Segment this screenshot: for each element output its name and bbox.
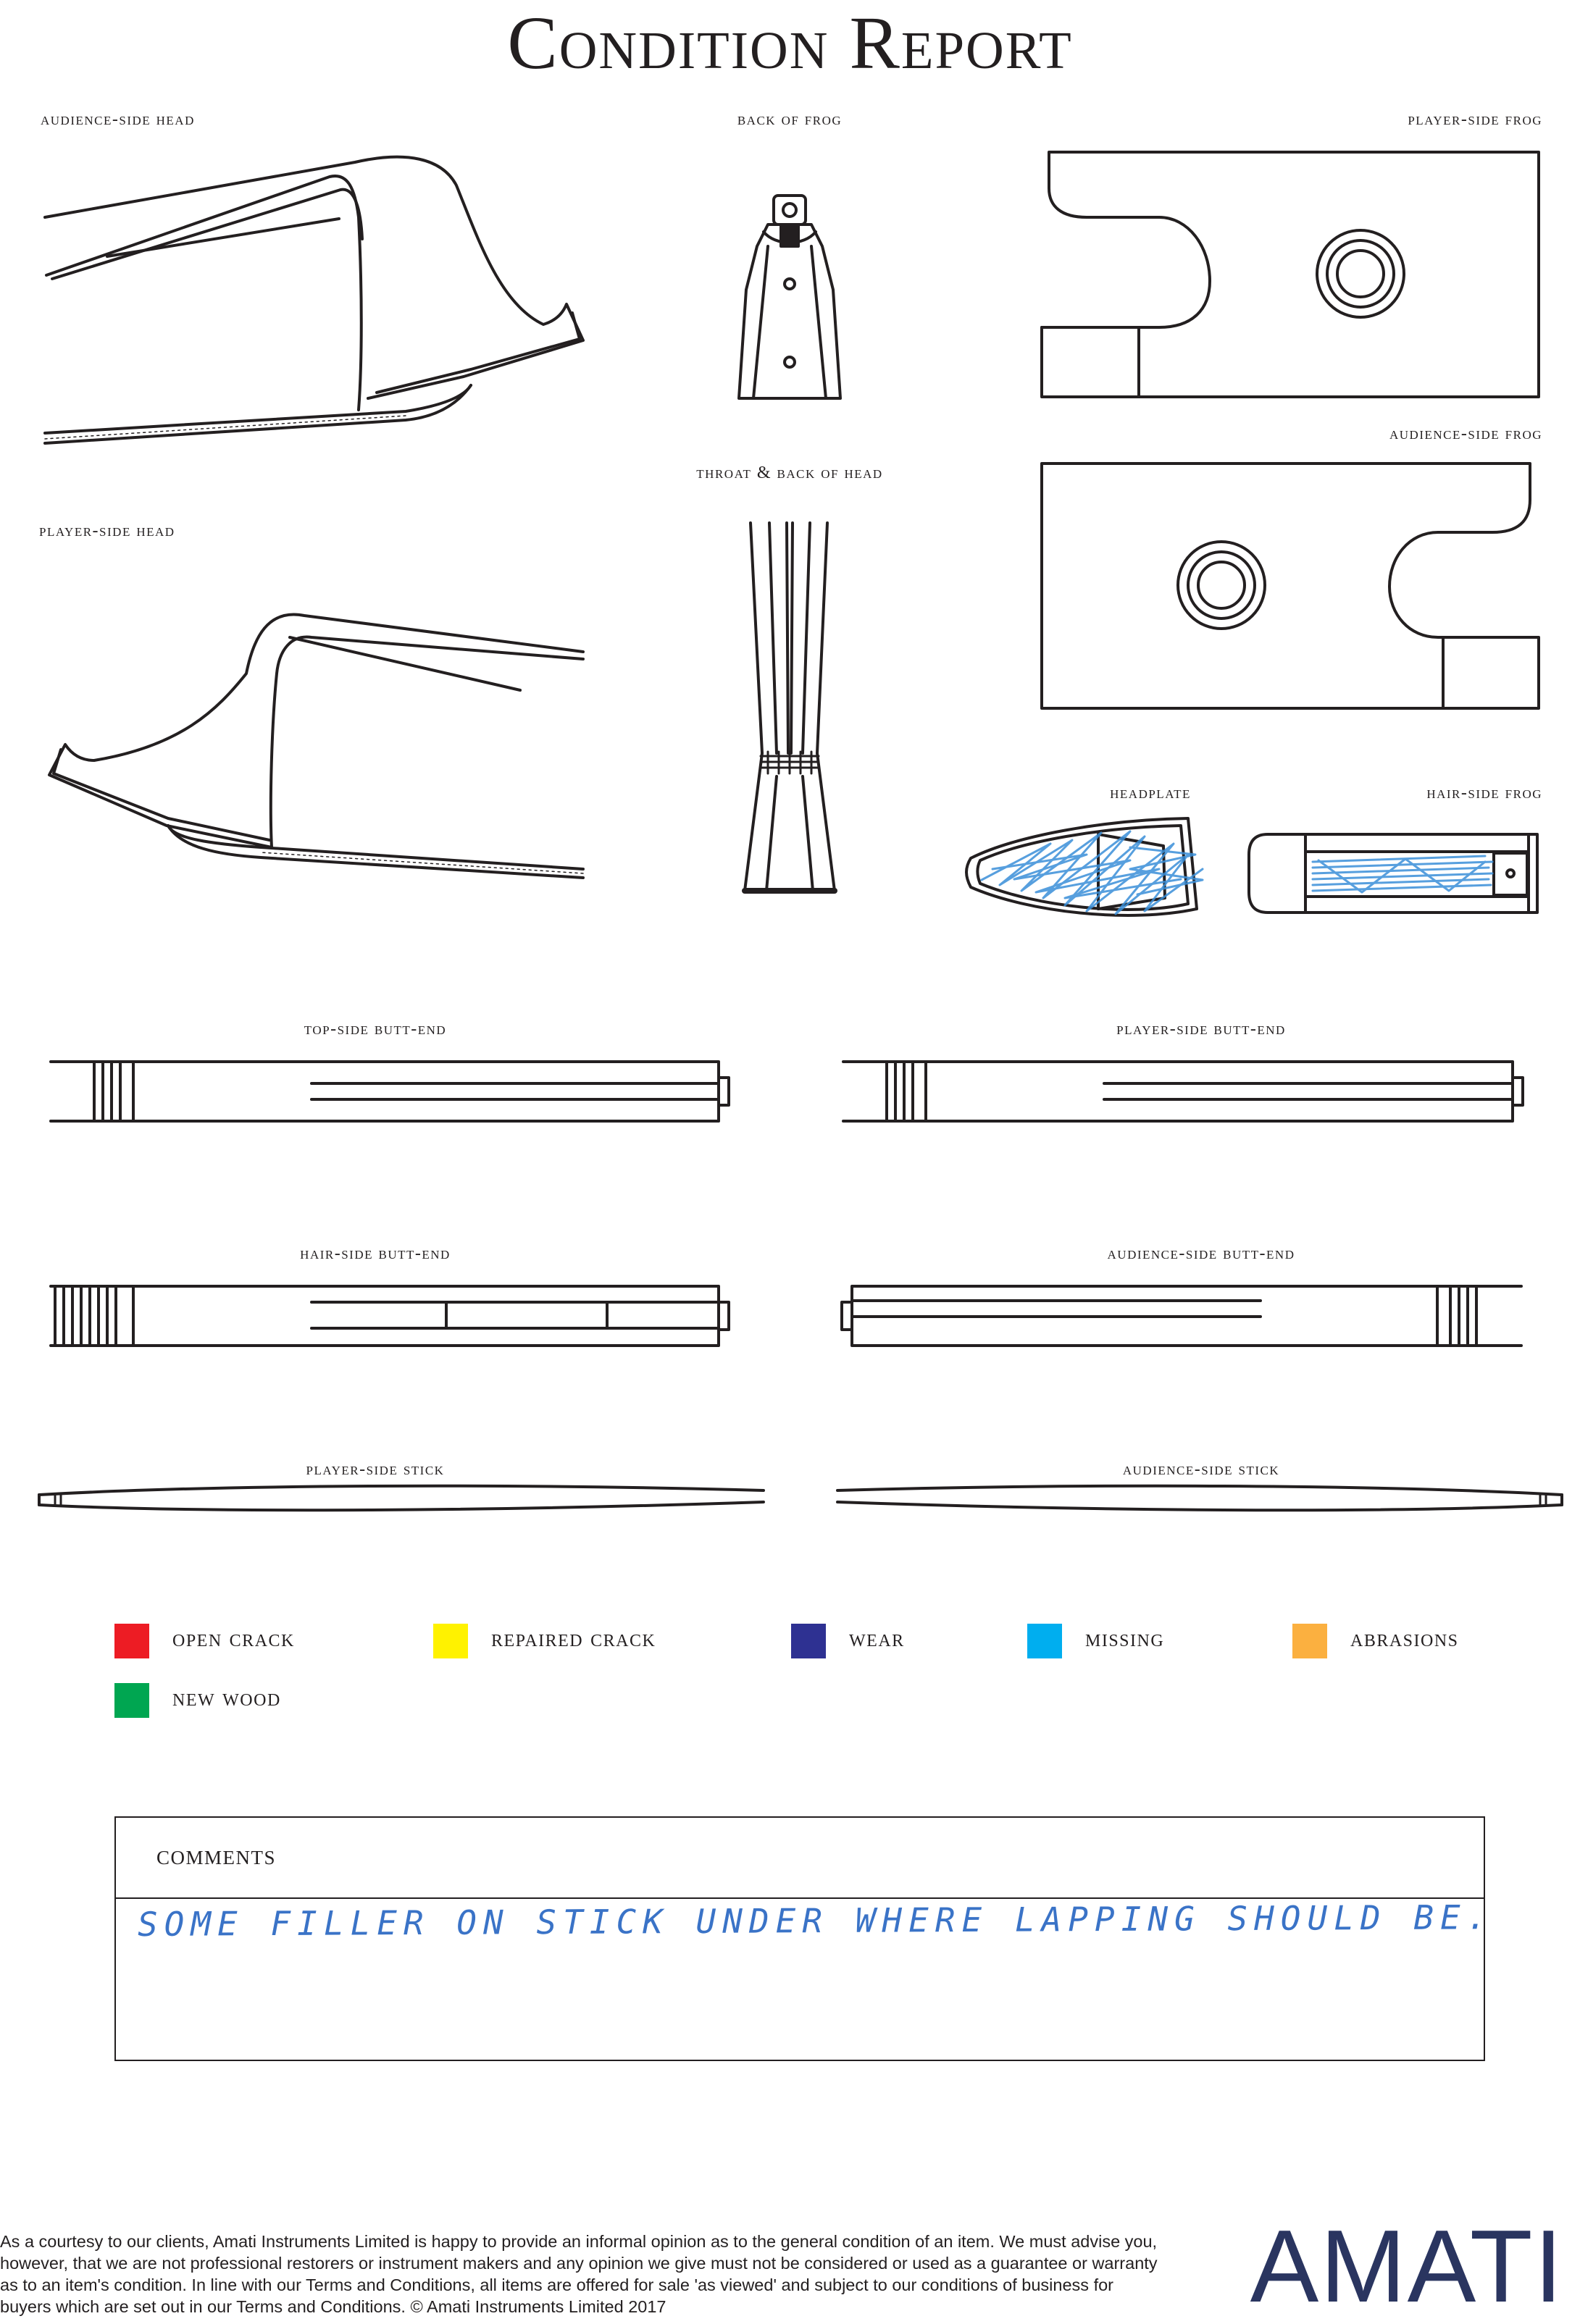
legend-swatch-repaired-crack	[433, 1624, 468, 1658]
legend-label-new-wood: new wood	[172, 1685, 281, 1711]
audience-side-stick-drawing	[837, 1486, 1562, 1510]
legend-label-wear: wear	[849, 1625, 905, 1652]
audience-side-butt-end-drawing	[842, 1286, 1521, 1346]
player-side-head-drawing	[49, 614, 583, 878]
legend-label-abrasions: abrasions	[1350, 1625, 1459, 1652]
label-back-of-frog: back of frog	[737, 110, 843, 129]
label-player-side-butt-end: player-side butt-end	[1116, 1020, 1286, 1039]
legend-swatch-wear	[791, 1624, 826, 1658]
legend-label-open-crack: open crack	[172, 1625, 295, 1652]
legend-label-repaired-crack: repaired crack	[491, 1625, 656, 1652]
player-side-stick-drawing	[39, 1486, 764, 1510]
label-hair-side-frog: hair-side frog	[1426, 784, 1542, 802]
player-side-butt-end-drawing	[843, 1062, 1523, 1121]
label-audience-side-butt-end: audience-side butt-end	[1107, 1244, 1295, 1263]
player-side-frog-drawing	[1042, 152, 1539, 397]
audience-side-frog-drawing	[1042, 463, 1539, 708]
disclaimer-text: As a courtesy to our clients, Amati Instruments Limited is happy to provide an informal opinion as to the general condition of an item. We must advise you, however, that we are not professional restorers or instrument makers and any opinion we give must not be considered or used as a guarantee or warranty as to an item's condition. In line with our Terms and Conditions, all items are offered for sale 'as viewed' and subject to our conditions of business for buyers which are set out in our Terms and Conditions. © Amati Instruments Limited 2017	[0, 2232, 1158, 2316]
top-side-butt-end-drawing	[51, 1062, 729, 1121]
label-player-side-frog: player-side frog	[1408, 110, 1542, 129]
missing-annotation-hair-side-frog	[1313, 856, 1492, 892]
page-title: Condition Report	[507, 1, 1073, 85]
label-player-side-head: player-side head	[39, 521, 175, 540]
legend-swatch-new-wood	[114, 1683, 149, 1718]
comments-header	[116, 1818, 1484, 1899]
headplate-drawing	[966, 818, 1203, 915]
legend-swatch-missing	[1027, 1624, 1062, 1658]
hair-side-butt-end-drawing	[51, 1286, 729, 1346]
legend-label-missing: missing	[1085, 1625, 1165, 1652]
comments-text[interactable]: SOME FILLER ON STICK UNDER WHERE LAPPING SHOULD BE.	[137, 1897, 1494, 1944]
back-of-frog-drawing	[739, 196, 840, 398]
comments-box[interactable]	[114, 1816, 1494, 2061]
label-audience-side-stick: audience-side stick	[1122, 1460, 1280, 1479]
throat-back-of-head-drawing	[745, 523, 835, 891]
label-headplate: headplate	[1110, 784, 1191, 802]
label-hair-side-butt-end: hair-side butt-end	[300, 1244, 451, 1263]
label-player-side-stick: player-side stick	[306, 1460, 445, 1479]
comments-heading: comments	[156, 1840, 277, 1871]
label-throat-back-of-head: throat & back of head	[696, 463, 883, 482]
label-audience-side-frog: audience-side frog	[1389, 424, 1542, 443]
audience-side-head-drawing	[45, 157, 583, 443]
label-top-side-butt-end: top-side butt-end	[304, 1020, 447, 1039]
brand-logo: AMATI	[1250, 2209, 1564, 2324]
hair-side-frog-drawing	[1249, 834, 1537, 913]
legend-swatch-open-crack	[114, 1624, 149, 1658]
label-audience-side-head: audience-side head	[41, 110, 195, 129]
legend-swatch-abrasions	[1292, 1624, 1327, 1658]
